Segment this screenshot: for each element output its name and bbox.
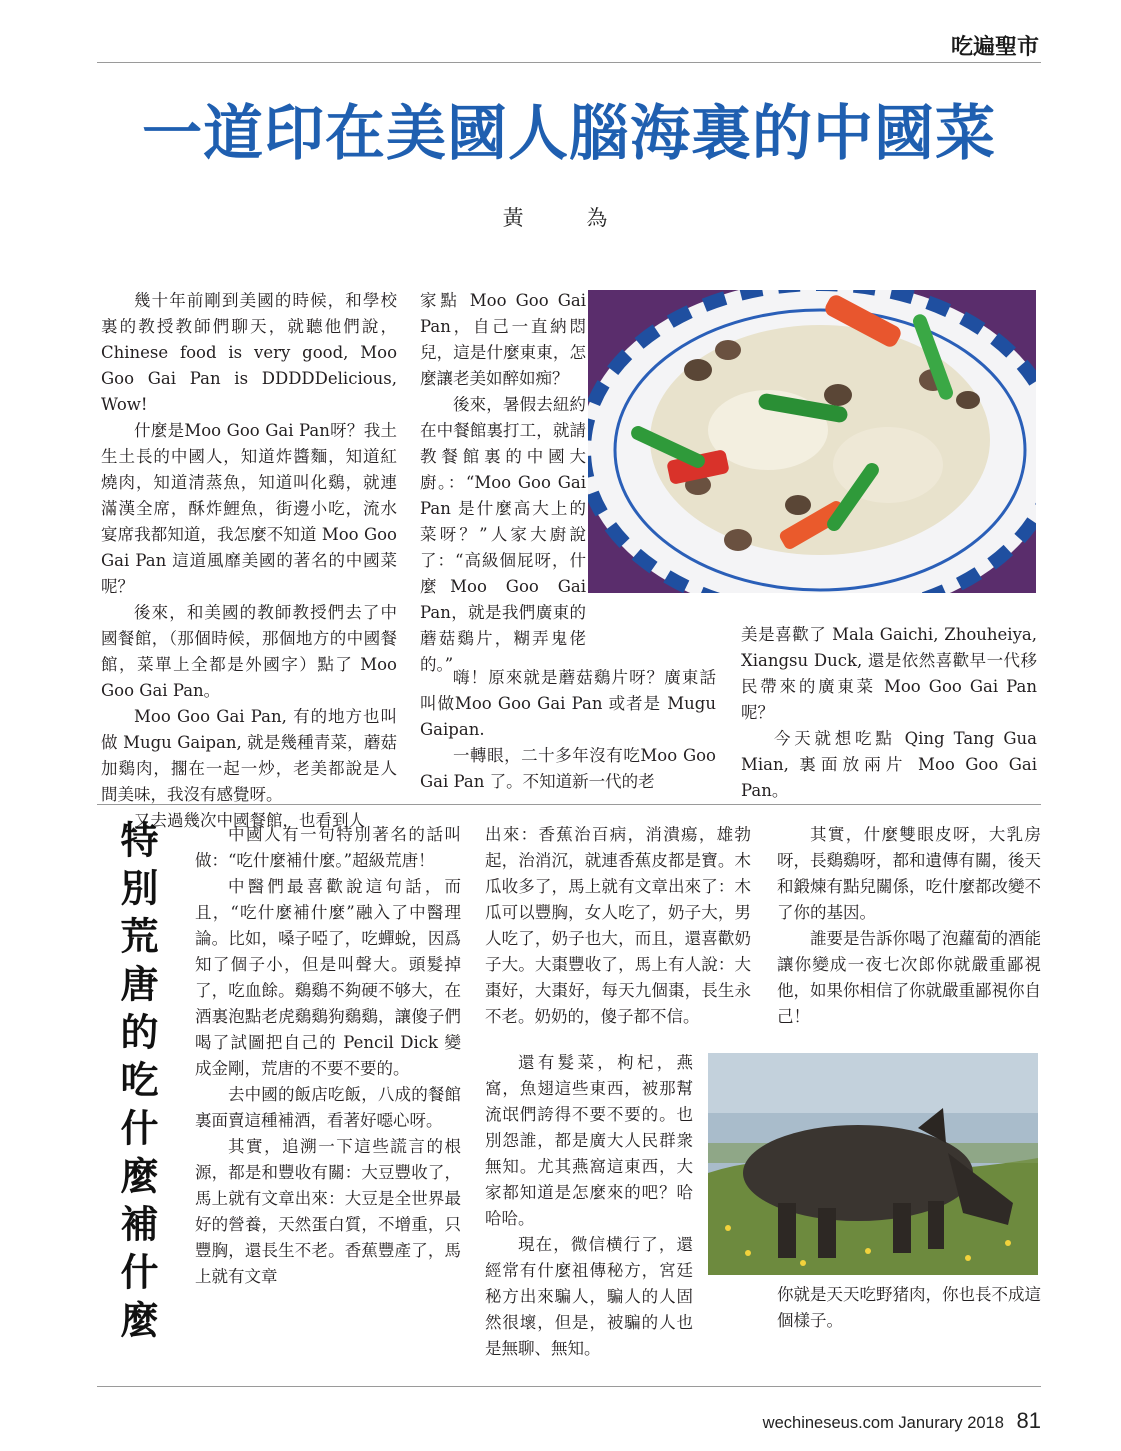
header-rule <box>97 62 1041 63</box>
article1-column-2-bottom <box>420 665 716 795</box>
paragraph: 今天就想吃點 Qing Tang Gua Mian, 裏面放兩片 Moo Goo Gai Pan。 <box>741 729 1037 800</box>
dish-illustration <box>588 290 1036 593</box>
paragraph: 美是喜歡了 Mala Gaichi, Zhouheiya, Xiangsu Duck, 還是依然喜歡早一代移民帶來的廣東菜 Moo Goo Gai Pan 呢？ <box>741 625 1037 722</box>
paragraph: 家點 Moo Goo Gai Pan，自己一直納悶兒，這是什麼東東，怎麼讓老美如醉如痴？ <box>420 291 586 388</box>
wild-boar-photo <box>708 1053 1038 1275</box>
paragraph: 你就是天天吃野猪肉，你也長不成這個樣子。 <box>777 1285 1041 1330</box>
article2-column-3 <box>777 822 1041 1030</box>
paragraph: 後來，暑假去紐約在中餐館裏打工，就請教餐館裏的中國大廚。：“Moo Goo Gai Pan 是什麼高大上的菜呀？”人家大廚說了：“高級個屁呀，什麼Moo Goo Gai Pan，就是我們廣東的蘑菇鷄片，糊弄鬼佬的。” <box>420 395 586 674</box>
moo-goo-gai-pan-photo <box>588 290 1036 593</box>
paragraph: 其實，追溯一下這些謊言的根源，都是和豐收有關：大豆豐收了，馬上就有文章出來：大豆是全世界最好的營養，天然蛋白質，不增重，只豐胸，還長生不老。香蕉豐產了，馬上就有文章 <box>195 1137 461 1286</box>
article1-column-3 <box>741 622 1037 804</box>
article-divider <box>97 804 1041 805</box>
article1-column-1 <box>101 288 397 834</box>
article2-column-2-top <box>485 822 751 1030</box>
article2-column-1 <box>195 822 461 1290</box>
paragraph: Moo Goo Gai Pan, 有的地方也叫做 Mugu Gaipan, 就是幾種青菜，蘑菇加鷄肉，擱在一起一炒，老美都說是人間美味，我沒有感覺呀。 <box>101 707 397 804</box>
paragraph: 出來：香蕉治百病，消潰瘍，雄勃起，治消沉，就連香蕉皮都是寶。木瓜收多了，馬上就有文章出來了：木瓜可以豐胸，女人吃了，奶子大，男人吃了，奶子也大，而且，還喜歡奶子大。大棗豐收了，馬上有人說：大棗好，大棗好，每天九個棗，長生永不老。奶奶的，傻子都不信。 <box>485 825 751 1026</box>
paragraph: 中國人有一句特別著名的話叫做：“吃什麼補什麼。”超級荒唐！ <box>195 825 461 870</box>
footer-rule <box>97 1386 1041 1387</box>
paragraph: 一轉眼，二十多年沒有吃Moo Goo Gai Pan 了。不知道新一代的老 <box>420 746 716 791</box>
boar-illustration <box>708 1053 1038 1275</box>
paragraph: 去中國的飯店吃飯，八成的餐館裏面賣這種補酒，看著好噁心呀。 <box>195 1085 461 1130</box>
paragraph: 中醫們最喜歡說這句話，而且，“吃什麼補什麼”融入了中醫理論。比如，嗓子啞了，吃蟬蛻，因爲知了個子小，但是叫聲大。頭髮掉了，吃血餘。鷄鷄不夠硬不够大，在酒裏泡點老虎鷄鷄狗鷄鷄，讓傻子們喝了試圖把自己的 Pencil Dick 變成金剛，荒唐的不要不要的。 <box>195 877 461 1078</box>
paragraph: 幾十年前剛到美國的時候，和學校裏的教授教師們聊天，就聽他們說，Chinese food is very good, Moo Goo Gai Pan is DDDDDelicious, Wow! <box>101 291 397 414</box>
paragraph: 又去過幾次中國餐館，也看到人 <box>134 811 365 830</box>
paragraph: 嗨！原來就是蘑菇鷄片呀？廣東話叫做Moo Goo Gai Pan 或者是 Mugu Gaipan. <box>420 668 716 739</box>
paragraph: 什麼是Moo Goo Gai Pan呀？我土生土長的中國人，知道炸醬麵，知道紅燒肉，知道清蒸魚，知道叫化鷄，就連滿漢全席，酥炸鯉魚，街邊小吃，流水宴席我都知道，我怎麼不知道 Moo Goo Gai Pan 這道風靡美國的著名的中國菜呢？ <box>101 421 397 596</box>
article2-column-2-bottom <box>485 1050 693 1362</box>
footer-date: Janurary 2018 <box>898 1414 1004 1432</box>
photo-caption <box>777 1282 1041 1334</box>
vertical-title: 特別荒唐的吃什麼補什麼 <box>114 820 158 1348</box>
paragraph: 其實，什麼雙眼皮呀，大乳房呀，長鷄鷄呀，都和遺傳有關，後天和鍛煉有點兒關係，吃什麼都改變不了你的基因。 <box>777 825 1041 922</box>
author-name: 黃 為 <box>502 206 636 230</box>
paragraph: 還有髮菜，枸杞，燕窩，魚翅這些東西，被那幫流氓們誇得不要不要的。也別怨誰，都是廣大人民群衆無知。尤其燕窩這東西，大家都知道是怎麼來的吧？哈哈哈。 <box>485 1053 693 1228</box>
article-title: 一道印在美國人腦海裏的中國菜 <box>142 99 996 169</box>
paragraph: 現在，微信横行了，還經常有什麼祖傳秘方，宮廷秘方出來騙人，騙人的人固然很壞，但是，被騙的人也是無聊、無知。 <box>485 1235 693 1358</box>
footer <box>763 1408 1041 1434</box>
article1-column-2-top <box>420 288 586 678</box>
footer-site: wechineseus.com <box>762 1414 894 1432</box>
paragraph: 後來，和美國的教師教授們去了中國餐館，（那個時候，那個地方的中國餐館，菜單上全都是外國字）點了 Moo Goo Gai Pan。 <box>101 603 397 700</box>
page-number: 81 <box>1016 1408 1041 1433</box>
paragraph: 誰要是告訴你喝了泡蘿蔔的酒能讓你變成一夜七次郎你就嚴重鄙視他，如果你相信了你就嚴重鄙視你自己！ <box>777 929 1041 1026</box>
section-label: 吃遍聖市 <box>950 35 1039 60</box>
